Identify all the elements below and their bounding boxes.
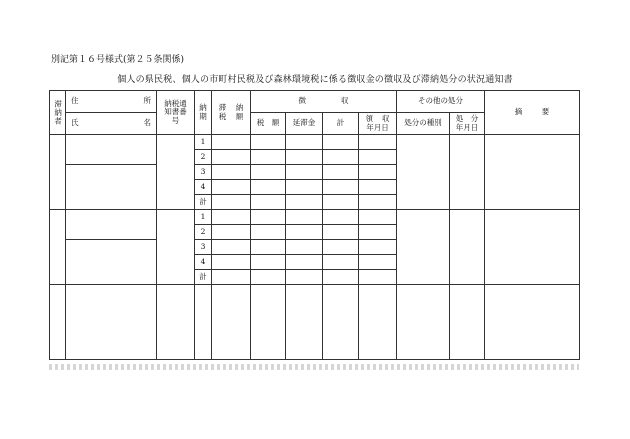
table-row	[50, 135, 580, 150]
tax-amount-cell[interactable]	[251, 135, 286, 150]
receipt-date-cell[interactable]	[359, 225, 397, 240]
name-cell[interactable]	[66, 165, 157, 210]
tax-amount-cell[interactable]	[251, 210, 286, 225]
total-cell[interactable]	[323, 180, 359, 195]
remarks-cell[interactable]	[485, 135, 580, 210]
total-cell[interactable]	[323, 225, 359, 240]
disposal-date-header: 処 分 年月日	[450, 113, 485, 135]
arrears-cell[interactable]	[212, 240, 251, 255]
tax-amount-cell[interactable]	[251, 165, 286, 180]
disposal-date-cell[interactable]	[450, 210, 485, 285]
arrears-cell[interactable]	[212, 180, 251, 195]
arrears-cell[interactable]	[212, 255, 251, 270]
period-label: 2	[195, 150, 212, 165]
disposal-date-cell[interactable]	[450, 135, 485, 210]
collection-header: 徴 収	[251, 91, 397, 113]
period-cell[interactable]	[195, 285, 212, 360]
status-notice-table	[49, 90, 580, 360]
late-fee-cell[interactable]	[286, 285, 323, 360]
receipt-date-cell[interactable]	[359, 135, 397, 150]
address-cell[interactable]	[66, 210, 157, 240]
late-fee-cell[interactable]	[286, 135, 323, 150]
period-total-label: 計	[195, 195, 212, 210]
arrears-cell[interactable]	[212, 210, 251, 225]
total-cell[interactable]	[323, 270, 359, 285]
name-cell[interactable]	[66, 240, 157, 285]
taxpayer-header: 滞納者	[50, 91, 66, 135]
receipt-date-cell[interactable]	[359, 150, 397, 165]
address-cell[interactable]	[66, 135, 157, 165]
total-cell[interactable]	[323, 255, 359, 270]
late-fee-header: 延滞金	[286, 113, 323, 135]
late-fee-cell[interactable]	[286, 240, 323, 255]
late-fee-cell[interactable]	[286, 255, 323, 270]
arrears-cell[interactable]	[212, 150, 251, 165]
late-fee-cell[interactable]	[286, 225, 323, 240]
arrears-cell[interactable]	[212, 225, 251, 240]
remarks-cell[interactable]	[485, 210, 580, 285]
tax-amount-cell[interactable]	[251, 180, 286, 195]
tax-amount-cell[interactable]	[251, 240, 286, 255]
arrears-cell[interactable]	[212, 135, 251, 150]
arrears-cell[interactable]	[212, 285, 251, 360]
receipt-date-cell[interactable]	[359, 195, 397, 210]
other-disposal-header: その他の処分	[397, 91, 485, 113]
address-cell[interactable]	[66, 285, 157, 360]
receipt-date-header: 領 収 年月日	[359, 113, 397, 135]
total-cell[interactable]	[323, 150, 359, 165]
late-fee-cell[interactable]	[286, 150, 323, 165]
tax-amount-cell[interactable]	[251, 150, 286, 165]
receipt-date-cell[interactable]	[359, 270, 397, 285]
remarks-header: 摘 要	[485, 91, 580, 135]
period-header: 納 期	[195, 91, 212, 135]
table-row	[50, 210, 580, 225]
form-number-label: 別記第１６号様式(第２５条関係)	[51, 55, 185, 65]
arrears-cell[interactable]	[212, 165, 251, 180]
tax-amount-header: 税 額	[251, 113, 286, 135]
receipt-date-cell[interactable]	[359, 180, 397, 195]
tax-amount-cell[interactable]	[251, 195, 286, 210]
late-fee-cell[interactable]	[286, 180, 323, 195]
period-label: 3	[195, 165, 212, 180]
notice-number-cell[interactable]	[157, 135, 195, 210]
late-fee-cell[interactable]	[286, 270, 323, 285]
total-cell[interactable]	[323, 135, 359, 150]
name-header: 氏 名	[66, 113, 157, 135]
tax-amount-cell[interactable]	[251, 255, 286, 270]
total-cell[interactable]	[323, 195, 359, 210]
total-header: 計	[323, 113, 359, 135]
receipt-date-cell[interactable]	[359, 240, 397, 255]
table-row	[50, 285, 580, 360]
tax-amount-cell[interactable]	[251, 270, 286, 285]
receipt-date-cell[interactable]	[359, 255, 397, 270]
notice-number-header: 納税通 知書番 号	[157, 91, 195, 135]
total-cell[interactable]	[323, 285, 359, 360]
period-label: 1	[195, 135, 212, 150]
total-cell[interactable]	[323, 240, 359, 255]
arrears-cell[interactable]	[212, 195, 251, 210]
receipt-date-cell[interactable]	[359, 285, 397, 360]
disposal-type-cell[interactable]	[397, 210, 450, 285]
period-label: 1	[195, 210, 212, 225]
late-fee-cell[interactable]	[286, 210, 323, 225]
period-label: 3	[195, 240, 212, 255]
disposal-type-cell[interactable]	[397, 135, 450, 210]
address-header: 住 所	[66, 91, 157, 113]
period-total-label: 計	[195, 270, 212, 285]
arrears-cell[interactable]	[212, 270, 251, 285]
torn-edge	[49, 364, 579, 370]
disposal-type-cell[interactable]	[397, 285, 450, 360]
receipt-date-cell[interactable]	[359, 165, 397, 180]
notice-number-cell[interactable]	[157, 285, 195, 360]
period-label: 4	[195, 255, 212, 270]
document-title: 個人の県民税、個人の市町村民税及び森林環境税に係る徴収金の徴収及び滞納処分の状況通知書	[117, 75, 513, 85]
late-fee-cell[interactable]	[286, 165, 323, 180]
receipt-date-cell[interactable]	[359, 210, 397, 225]
total-cell[interactable]	[323, 165, 359, 180]
tax-amount-cell[interactable]	[251, 225, 286, 240]
late-fee-cell[interactable]	[286, 195, 323, 210]
taxpayer-cell[interactable]	[50, 135, 66, 210]
remarks-cell[interactable]	[485, 285, 580, 360]
arrears-amount-header: 滞 納 税 額	[212, 91, 251, 135]
taxpayer-cell[interactable]	[50, 285, 66, 360]
disposal-type-header: 処分の種別	[397, 113, 450, 135]
taxpayer-cell[interactable]	[50, 210, 66, 285]
period-label: 2	[195, 225, 212, 240]
period-label: 4	[195, 180, 212, 195]
total-cell[interactable]	[323, 210, 359, 225]
disposal-date-cell[interactable]	[450, 285, 485, 360]
tax-amount-cell[interactable]	[251, 285, 286, 360]
notice-number-cell[interactable]	[157, 210, 195, 285]
